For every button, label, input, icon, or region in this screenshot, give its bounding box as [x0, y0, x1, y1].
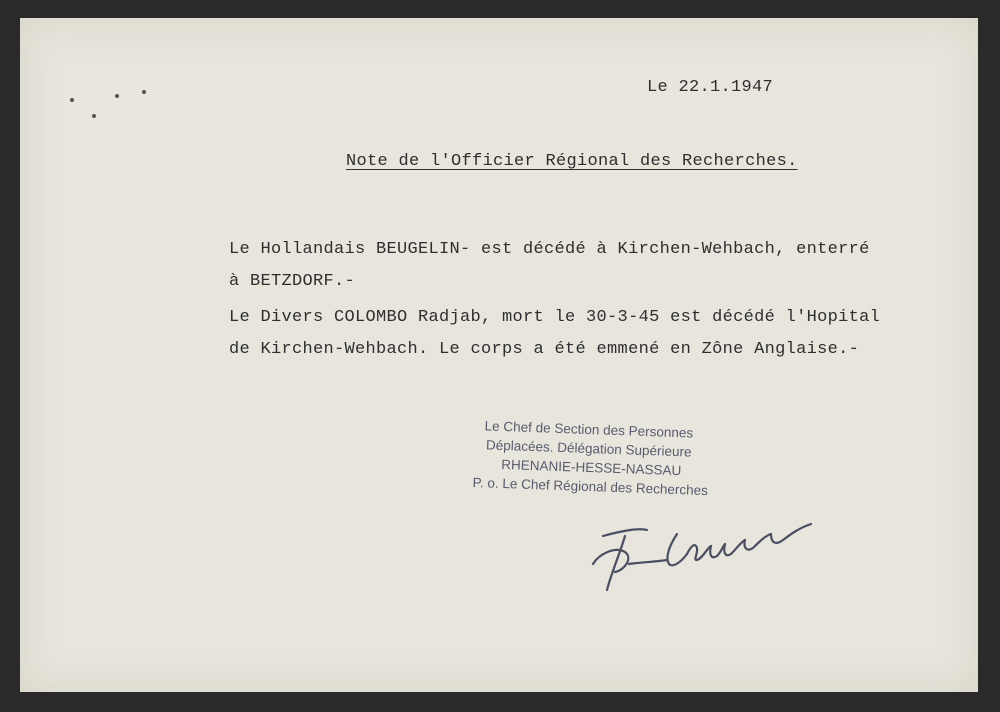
stamp-line-3: RHENANIE-HESSE-NASSAU	[501, 456, 682, 479]
stamp-line-4: P. o. Le Chef Régional des Recherches	[472, 474, 709, 499]
paragraph-1-line-2: à BETZDORF.-	[229, 272, 356, 291]
document-title: Note de l'Officier Régional des Recherches.	[346, 152, 798, 171]
stamp-line-1: Le Chef de Section des Personnes	[484, 418, 694, 441]
paragraph-1-line-1: Le Hollandais BEUGELIN- est décédé à Kirchen-Wehbach, enterré	[229, 240, 870, 259]
handwritten-signature	[585, 506, 825, 601]
paragraph-2-line-1: Le Divers COLOMBO Radjab, mort le 30-3-45 est décédé l'Hopital	[229, 308, 881, 327]
document-date: Le 22.1.1947	[647, 78, 774, 97]
document-page	[20, 18, 978, 692]
paragraph-2-line-2: de Kirchen-Wehbach. Le corps a été emmené en Zône Anglaise.-	[229, 340, 860, 359]
paragraph-1	[229, 234, 870, 298]
official-stamp	[472, 416, 710, 500]
paragraph-2	[229, 302, 880, 366]
stamp-line-2: Déplacées. Délégation Supérieure	[485, 437, 692, 460]
